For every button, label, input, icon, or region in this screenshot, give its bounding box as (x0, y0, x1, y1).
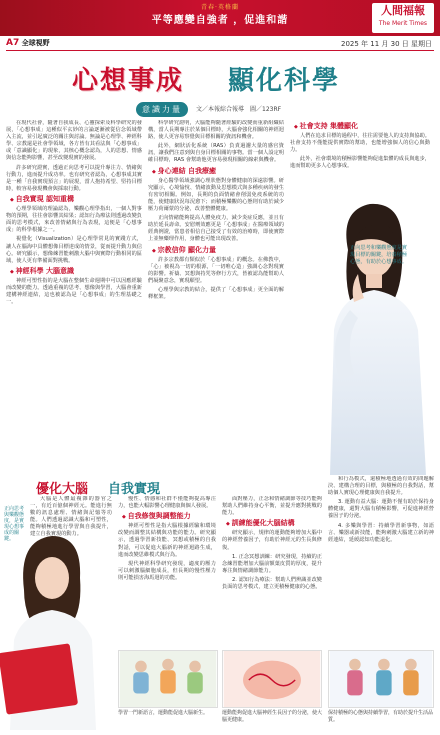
logo-chinese: 人間福報 (381, 4, 425, 17)
page-number: A7 (6, 38, 20, 48)
paragraph: 1. 正念冥想訓練：研究發現，持續的正念練習能增加大腦前額葉皮質的厚度，提升專注與情緒調節能力。 (222, 553, 322, 574)
banner-center (150, 2, 290, 26)
banner-kicker: 青春·英格蘭 (201, 4, 239, 11)
paragraph: 在現代社會，隨著自我成長、心靈探索及科學研究的發展，「心想事成」這種似平玄妙的言論逐漸被從信念領域帶入主流，並引起廣泛的關注與討論。無論是心理學、神經科學、宗教還是社會學領域，各方皆有其看法與「心想事成」或「意識顯化」的現象，其核心概念認為，人的思想、情感與信念能夠影響，甚至改變現實的發展。 (6, 120, 142, 162)
subheading: ◆ 神經科學 大腦意識 (10, 268, 142, 276)
lower-column-3 (222, 496, 322, 646)
paragraph: 4. 多樂與學習：持續學習新事物，如語言、樂器或新技能，能夠刺激大腦建立新的神經連結，延緩認知功能退化。 (328, 522, 434, 543)
article-column-1 (6, 120, 142, 476)
newspaper-logo (372, 3, 434, 33)
photo-group-exercise (118, 650, 218, 708)
lower-column-1 (30, 496, 112, 626)
side-caption: 正向思考與樂觀態度，是實現心想事成的關鍵。 (4, 506, 25, 542)
paragraph: 慢性、情感和社群不僅能夠提高專注力，也能大幅影響心理健康與個人發展。 (118, 496, 216, 510)
woman-caption: 正向思考和樂觀態度是實現目標的關鍵，培養積極心態，有助於心想事成。 (350, 245, 408, 265)
photo-caption-3: 保持積極的心態與持續學習，有助於提升生活品質。 (328, 710, 434, 723)
paragraph: 此外，網狀活化系統（RAS）負責過濾大量的感官資訊，讓我們注意到與自身目標相關的事物。當一個人設定明確目標時，RAS 會幫助他更容易發現相關的線索與機會。 (148, 143, 284, 164)
photo-caption-2: 運動能夠促進大腦神經生長因子的分泌，使大腦更健康。 (222, 710, 323, 723)
lower-title-part2: 自我實現 (108, 482, 161, 497)
lower-column-2 (118, 496, 216, 646)
woman-illustration (310, 190, 440, 475)
paragraph: 3. 運動有益大腦：運動不僅有助於保持身體健康，還對大腦有積極影響，可促進神經營養因子的分泌。 (328, 499, 434, 520)
paragraph: 科學研究證明，大腦能夠隨著經驗的改變而重新組織結構，當人長期專注於某個目標時，大腦會強化相關的神經迴路，使人更容易察覺與目標相關的資訊和機會。 (148, 120, 284, 141)
paragraph: 面對壓力，正念和情緒調節等技巧能夠幫助人們維持身心平衡，並提升應對挑戰的能力。 (222, 496, 322, 517)
headline-tag: 意識力量 (136, 102, 188, 117)
paragraph: 心理學領域的理論認為，樂觀心理學指出，一個人對事物的預期，往往會影響其結果；認知行為療法則透過改變負面的思考模式，來改善情緒與行為表現，這便是「心想事成」的科學根據之一。 (6, 206, 142, 234)
photo-caption-1: 學習一門新語言，運動能促進大腦新生。 (118, 710, 209, 716)
paragraph: 研究顯示，規律的運動能夠增加大腦中的神經營養因子，有助於神經元的生長與修復。 (222, 530, 322, 551)
subheading: ◆ 身心連結 自我療癒 (152, 168, 284, 176)
paragraph: 正向情緒能夠提高人體免疫力，減少炎症反應，並且有助於延長壽命。安慰劑效應更是「心想事成」在醫療領域的經典例證，當患者相信自己接受了有效的治療時，即使實際上並無藥理作用，身體也可能出現改善。 (148, 215, 284, 243)
subheading: ◆ 訓練能優化大腦結構 (226, 520, 322, 528)
paragraph: 2. 認知行為療法：幫助人們辨識並改變負面的思考模式，建立更積極健康的心態。 (222, 576, 322, 591)
paragraph: 心理學與宗教的結合，提供了「心想事成」更全面的解釋框架。 (148, 286, 284, 301)
paragraph: 神經可塑性是指大腦根據經驗和環境改變而調整其結構與功能的能力。研究顯示，透過學習新技能、冥想或積極的自我對話，可以促進大腦新的神經迴路生成，進而改變思維模式與行為。 (118, 523, 216, 558)
paragraph: 現代神經科學研究發現，適度的壓力可以刺激腦細胞成長，但長期的慢性壓力則可能損害海馬迴的功能。 (118, 560, 216, 581)
section-name: 全球視野 (21, 39, 50, 47)
photo-brain-activity (222, 650, 322, 708)
paragraph: 此外，社會環境的積極影響能夠促進集體的成長與進步，進而幫助更多人心想事成。 (290, 156, 430, 170)
page-bar (0, 37, 440, 49)
subheading: ◆ 自我實現 認知重構 (10, 196, 142, 204)
subheading: ◆ 宗教信仰 顯化力量 (152, 247, 284, 255)
headline-part2: 顯化科學 (228, 66, 341, 96)
page-section (6, 38, 50, 48)
paragraph: 許多研究證實，透過正向思考可以提升專注力、情緒與行動力，進而提升成功率。也有研究者認為，心想事成其實是一種「自我實現預言」的展現，當人抱持希望、堅持目標時，較容易發現機會與採取行動。 (6, 164, 142, 192)
lower-column-4 (328, 476, 434, 646)
paragraph: 神經可塑性指的是大腦在整個生命週期中可以因應經驗而改變的能力。透過重複的思考、想像與學習，大腦會重新建構神經連結，這也被認為是「心想事成」的生理基礎之一。 (6, 277, 142, 306)
article-column-2 (148, 120, 284, 476)
paragraph: 大腦是人體最複雜的器官之一，有近百億個神經元。能進行無數的訊息處理、情緒與記憶等功能。人們透過認識大腦和可塑性，能夠積極地進行學習與自我提升，建立自我實現的動力。 (30, 496, 112, 538)
paragraph: 身心醫學領域強調心理狀態對身體健康的深遠影響。研究顯示，心境愉悅、情緒波動及思想模式與多種疾病的發生有密切相關。例如，長期的負面情緒會削弱免疫系統的功能，使健康狀況每況愈下；而積極樂觀的心態則有助於減少壓力荷爾蒙的分泌，改善整體健康。 (148, 177, 284, 213)
subheading: ◆ 自我修復與調整能力 (122, 513, 216, 521)
byline: 文／本報綜合報導 圖／123RF (196, 106, 282, 113)
paragraph: 人們在追求目標的過程中，往往需要他人的支持與協助。社會支持不僅能提供實際的幫助，也能增強個人的信心與動力。 (290, 133, 430, 154)
paragraph: 許多宗教都有類似於「心想事成」的概念。在佛教中，「心」被視為一切的根源，「一切唯心造」強調心念對現實的影響。祈禱、冥想與持咒等修行方式，皆被認為能幫助人們凝聚意念，實現願望。 (148, 256, 284, 284)
top-banner (0, 0, 440, 36)
photo-women-exercising (328, 650, 434, 708)
headline-part1: 心想事成 (72, 66, 185, 96)
paragraph: 和行為模式，還積極地透過有效的問題解決、建構合理的目標，與積極的自我對話，幫助個人實現心理健康與自我提升。 (328, 476, 434, 497)
headline (60, 56, 390, 96)
lower-title-part1: 優化大腦 (36, 482, 89, 497)
issue-date: 2025 年 11 月 30 日 星期日 (341, 40, 432, 48)
header-rule (6, 50, 434, 51)
paragraph: 視覺化（Visualization）是心理學常見的實踐方式，讓人在腦海中具體想像目標達成的情景，從而提升動力與信心。研究顯示，想像練習能刺激大腦中與實際行動相同的區域，使人更有準備面對挑戰。 (6, 236, 142, 264)
banner-slogan: 平等應變自強者 ，促進和諧 (151, 15, 289, 26)
logo-english: The Merit Times (378, 20, 428, 27)
subheading: ◆ 社會支持 集體顯化 (294, 123, 430, 131)
